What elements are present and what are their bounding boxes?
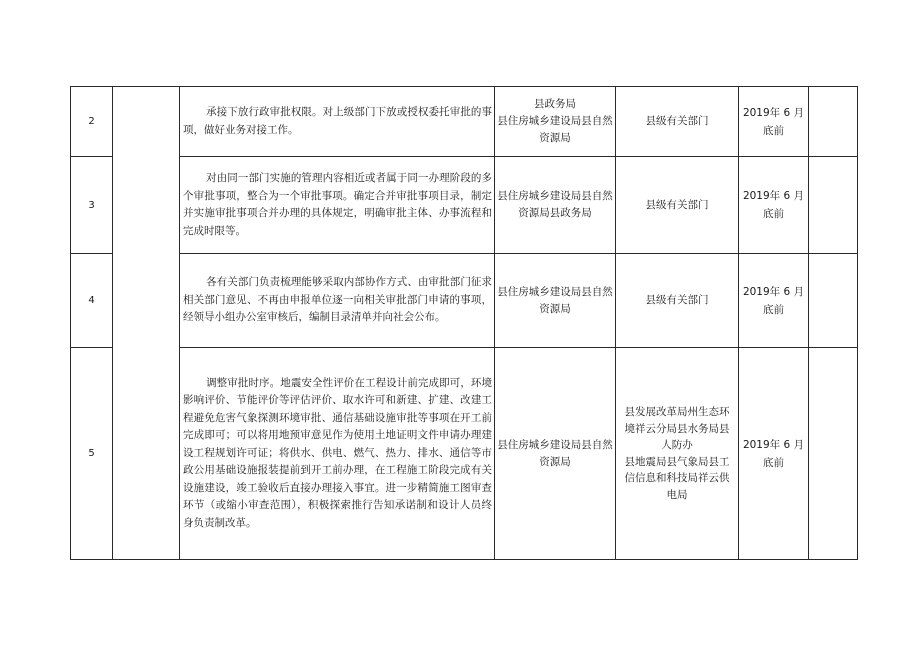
deadline: 2019年 6 月 底前 [739,87,809,157]
task-table [70,86,858,560]
empty-cell [809,254,858,348]
cooperating-units [616,157,739,254]
table-row [71,348,858,560]
cooperating-unit: 县级有关部门 [645,115,709,128]
lead-unit: 县住房城乡建设局县自然 [497,285,613,298]
empty-cell [809,348,858,560]
lead-unit: 资源局 [539,455,571,468]
lead-units [495,254,616,348]
merged-empty-cell [113,87,180,560]
table-row [71,254,858,348]
empty-cell [809,157,858,254]
lead-unit: 县住房城乡建设局县自然 [497,115,613,127]
description-text: 承接下放行政审批权限。对上级部门下放或授权委托审批的事项，做好业务对接工作。 [183,106,492,136]
lead-unit: 县住房城乡建设局县自然 [497,190,613,202]
task-description [180,348,495,560]
cooperating-unit: 县发展改革局州生态环 [624,406,730,418]
lead-units [495,348,616,560]
task-description [180,254,495,348]
deadline: 2019年 6 月 底前 [739,254,809,348]
lead-unit: 县住房城乡建设局县自然 [497,438,613,451]
empty-cell [809,87,858,157]
cooperating-units [616,87,739,157]
row-number: 2 [71,87,113,157]
cooperating-unit: 人防办 [661,439,693,451]
cooperating-units [616,254,739,348]
lead-unit: 资源局 [539,302,571,315]
description-text: 对由同一部门实施的管理内容相近或者属于同一办理阶段的多个审批事项，整合为一个审批事项。确定合并审批事项目录，制定并实施审批事项合并办理的具体规定，明确审批主体、办事流程和完成时限等。 [183,172,492,237]
description-text: 调整审批时序。地震安全性评价在工程设计前完成即可，环境影响评价、节能评价等评估评价、取水许可和新建、扩建、改建工程避免危害气象探测环境审批、通信基础设施审批等事项在开工前完成即可；可以将用地预审意见作为使用土地证明文件申请办理建设工程规划许可证；将供水、供电、燃气、热力、排水、通信等市政公用基础设施报装提前到开工前办理，在工程施工阶段完成有关设施建设，竣工验收后直接办理接入事宜。进一步精简施工图审查环节（或缩小审查范围），积极探索推行告知承诺制和设计人员终身负责制改革。 [183,376,492,529]
lead-unit: 县政务局 [534,98,576,110]
lead-unit: 资源局 [539,132,571,144]
cooperating-unit: 县地震局县气象局县工 [624,455,730,468]
lead-unit: 资源局县政务局 [518,207,592,219]
table-row [71,87,858,157]
deadline: 2019年 6 月 底前 [739,157,809,254]
cooperating-unit: 境祥云分局县水务局县 [624,422,730,435]
deadline: 2019年 6 月 底前 [739,348,809,560]
row-number: 3 [71,157,113,254]
row-number: 4 [71,254,113,348]
lead-units [495,87,616,157]
description-text: 各有关部门负责梳理能够采取内部协作方式、由审批部门征求相关部门意见、不再由申报单位逐一向相关审批部门申请的事项，经领导小组办公室审核后，编制目录清单并向社会公布。 [183,276,492,324]
cooperating-unit: 信信息和科技局祥云供 [624,472,730,484]
cooperating-unit: 电局 [666,488,688,501]
cooperating-units [616,348,739,560]
cooperating-unit: 县级有关部门 [645,294,709,307]
row-number: 5 [71,348,113,560]
task-description [180,157,495,254]
cooperating-unit: 县级有关部门 [645,198,709,211]
task-description [180,87,495,157]
table-row [71,157,858,254]
lead-units [495,157,616,254]
